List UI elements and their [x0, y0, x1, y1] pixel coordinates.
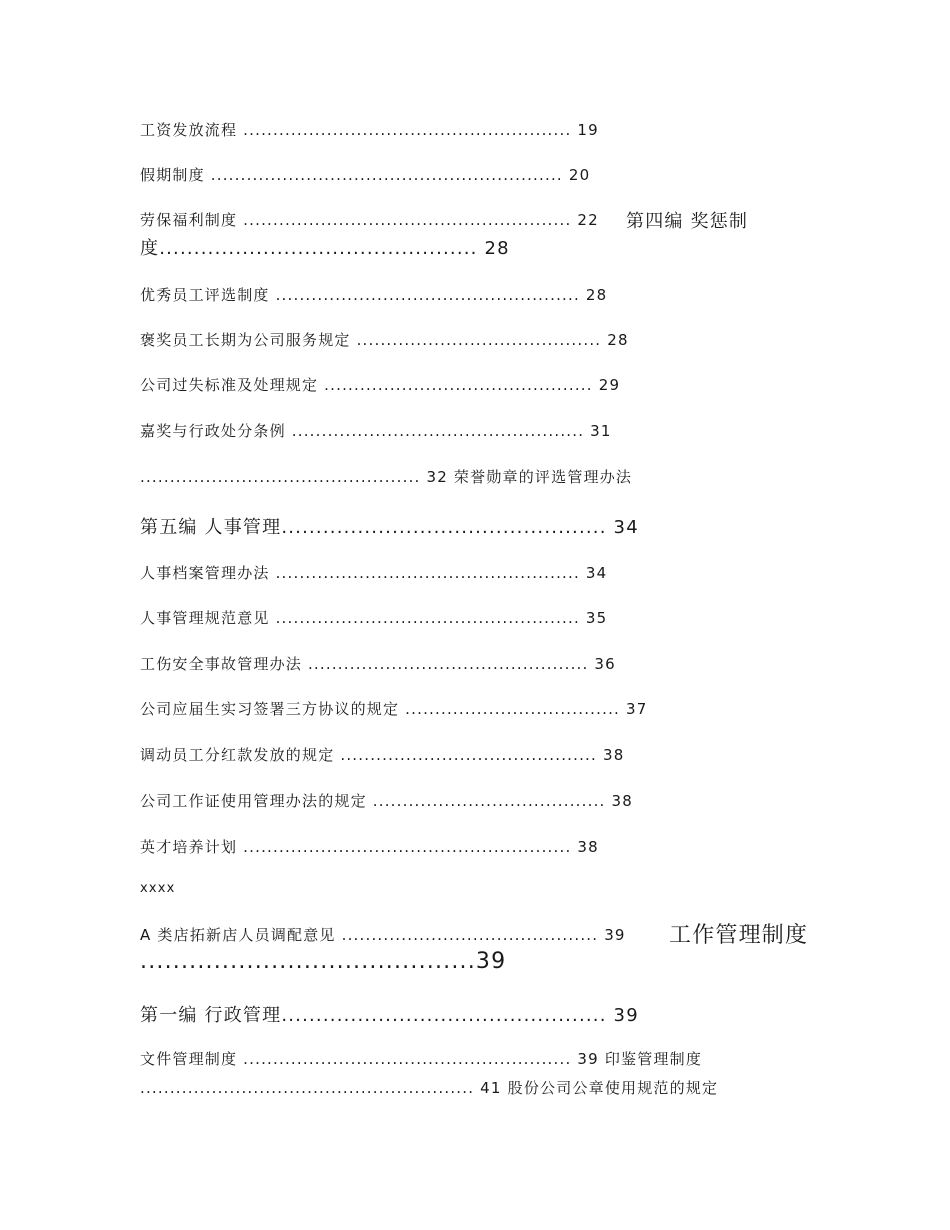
- toc-entry-long-service-award: 褒奖员工长期为公司服务规定 ......................................... 28: [140, 331, 629, 349]
- toc-heading-part5-personnel: 第五编 人事管理............................................... 34: [140, 517, 639, 538]
- toc-heading-part4-continuation: 度.............................................. 28: [140, 238, 510, 259]
- toc-heading-work-management: 工作管理制度: [669, 923, 809, 948]
- toc-entry-class-a-store-staffing: A 类店拓新店人员调配意见 ........................................... 39: [140, 926, 626, 944]
- toc-entry-misconduct-standards: 公司过失标准及处理规定 ............................................. 29: [140, 376, 621, 394]
- toc-entry-commendation-discipline: 嘉奖与行政处分条例 ................................................. 31: [140, 422, 612, 440]
- toc-heading-part4-rewards-penalties: 第四编 奖惩制: [626, 211, 749, 232]
- toc-entry-work-injury-safety: 工伤安全事故管理办法 ............................................... 36: [140, 655, 616, 673]
- toc-placeholder-text: xxxx: [140, 881, 176, 896]
- toc-entry-wage-payment-process: 工资发放流程 ....................................................... 19: [140, 121, 599, 139]
- toc-entry-talent-training-plan: 英才培养计划 ....................................................... 38: [140, 838, 599, 856]
- toc-entry-work-permit-usage: 公司工作证使用管理办法的规定 ....................................... 38: [140, 792, 633, 810]
- toc-entry-personnel-files: 人事档案管理办法 ................................................... 34: [140, 564, 608, 582]
- toc-heading-work-management-continuation: .........................................39: [140, 949, 507, 974]
- toc-entry-company-seal-usage: ........................................................ 41 股份公司公章使用规范的规定: [140, 1079, 719, 1097]
- toc-entry-personnel-standards: 人事管理规范意见 ................................................... 35: [140, 609, 608, 627]
- toc-entry-graduate-internship-agreement: 公司应届生实习签署三方协议的规定 .................................... 37: [140, 700, 648, 718]
- toc-entry-excellent-employee-selection: 优秀员工评选制度 ................................................... 28: [140, 286, 608, 304]
- toc-entry-labor-welfare: 劳保福利制度 ....................................................... 22: [140, 211, 599, 229]
- toc-entry-leave-policy: 假期制度 ........................................................... 20: [140, 166, 591, 184]
- toc-entry-transfer-bonus-payment: 调动员工分红款发放的规定 ........................................... 38: [140, 746, 625, 764]
- toc-entry-honor-medal-selection: ............................................... 32 荣誉勋章的评选管理办法: [140, 468, 633, 486]
- toc-heading-part1-administration: 第一编 行政管理............................................... 39: [140, 1005, 639, 1026]
- toc-entry-document-and-seal-management: 文件管理制度 ....................................................... 39 印鉴管理制度: [140, 1050, 703, 1068]
